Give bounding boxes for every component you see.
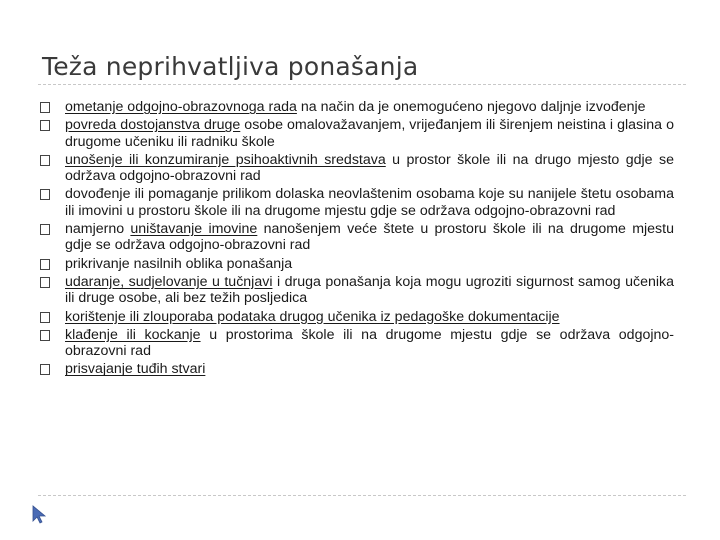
list-item [40,256,674,272]
underlined-phrase: uništavanje imovine [130,221,258,238]
item-rest: u prostor škole ili na drugo mjesto gdje se održava odgojno-obrazovni rad [65,151,675,185]
list-item-text [65,221,674,254]
item-rest: na način da je onemogućeno njegovo daljnje izvođenje [296,99,646,115]
list-item-text [65,309,674,325]
square-bullet-icon [40,224,50,235]
item-rest: prikrivanje nasilnih oblika ponašanja [65,255,293,272]
list-item [40,99,674,115]
underlined-phrase: unošenje ili konzumiranje psihoaktivnih sredstava [65,151,386,168]
list-item [40,327,674,360]
item-rest: nanošenjem veće štete u prostoru škole ili na drugome mjestu gdje se održava odgojno-obrazovni rad [65,221,674,254]
item-before: namjerno [65,221,131,238]
square-bullet-icon [40,364,50,375]
square-bullet-icon [40,277,50,288]
list-item-text [65,152,674,185]
list-item-text [65,361,674,377]
list-item [40,274,674,307]
item-rest: u prostorima škole ili na drugome mjestu gdje se održava odgojno-obrazovni rad [65,326,675,360]
square-bullet-icon [40,330,50,341]
list-item [40,309,674,325]
underlined-phrase: klađenje ili kockanje [65,326,201,343]
square-bullet-icon [40,155,50,166]
square-bullet-icon [40,259,50,270]
square-bullet-icon [40,102,50,113]
slide-nav-arrow-icon[interactable] [28,503,50,525]
square-bullet-icon [40,312,50,323]
square-bullet-icon [40,189,50,200]
underlined-phrase: udaranje, sudjelovanje u tučnjavi [65,273,273,290]
footer-divider [38,495,686,497]
list-item [40,152,674,185]
bullet-list [40,99,674,380]
list-item [40,117,674,150]
list-item-text [65,256,674,272]
list-item-text [65,99,674,115]
underlined-phrase: korištenje ili zlouporaba podataka drugog učenika iz pedagoške dokumentacije [65,308,560,325]
square-bullet-icon [40,120,50,131]
item-rest: osobe omalovažavanjem, vrijeđanjem ili širenjem neistina i glasina o drugome učeniku ili radniku škole [65,117,674,150]
underlined-phrase: povreda dostojanstva druge [65,117,241,134]
list-item [40,186,674,219]
underlined-phrase: prisvajanje tuđih stvari [65,361,206,378]
item-rest: i druga ponašanja koja mogu ugroziti sigurnost samog učenika ili druge osobe, ali bez težih posljedica [65,273,674,307]
underlined-phrase: ometanje odgojno-obrazovnoga rada [65,99,297,115]
list-item [40,361,674,377]
list-item-text [65,186,674,219]
list-item [40,221,674,254]
item-rest: dovođenje ili pomaganje prilikom dolaska neovlaštenim osobama koje su nanijele štetu osobama ili imovini u prostoru škole ili na drugome mjestu gdje se održava odgojno-obrazovni rad [65,186,674,219]
slide-title: Teža neprihvatljiva ponašanja [42,52,419,81]
list-item-text [65,274,674,307]
list-item-text [65,327,674,360]
list-item-text [65,117,674,150]
title-divider [38,84,686,86]
